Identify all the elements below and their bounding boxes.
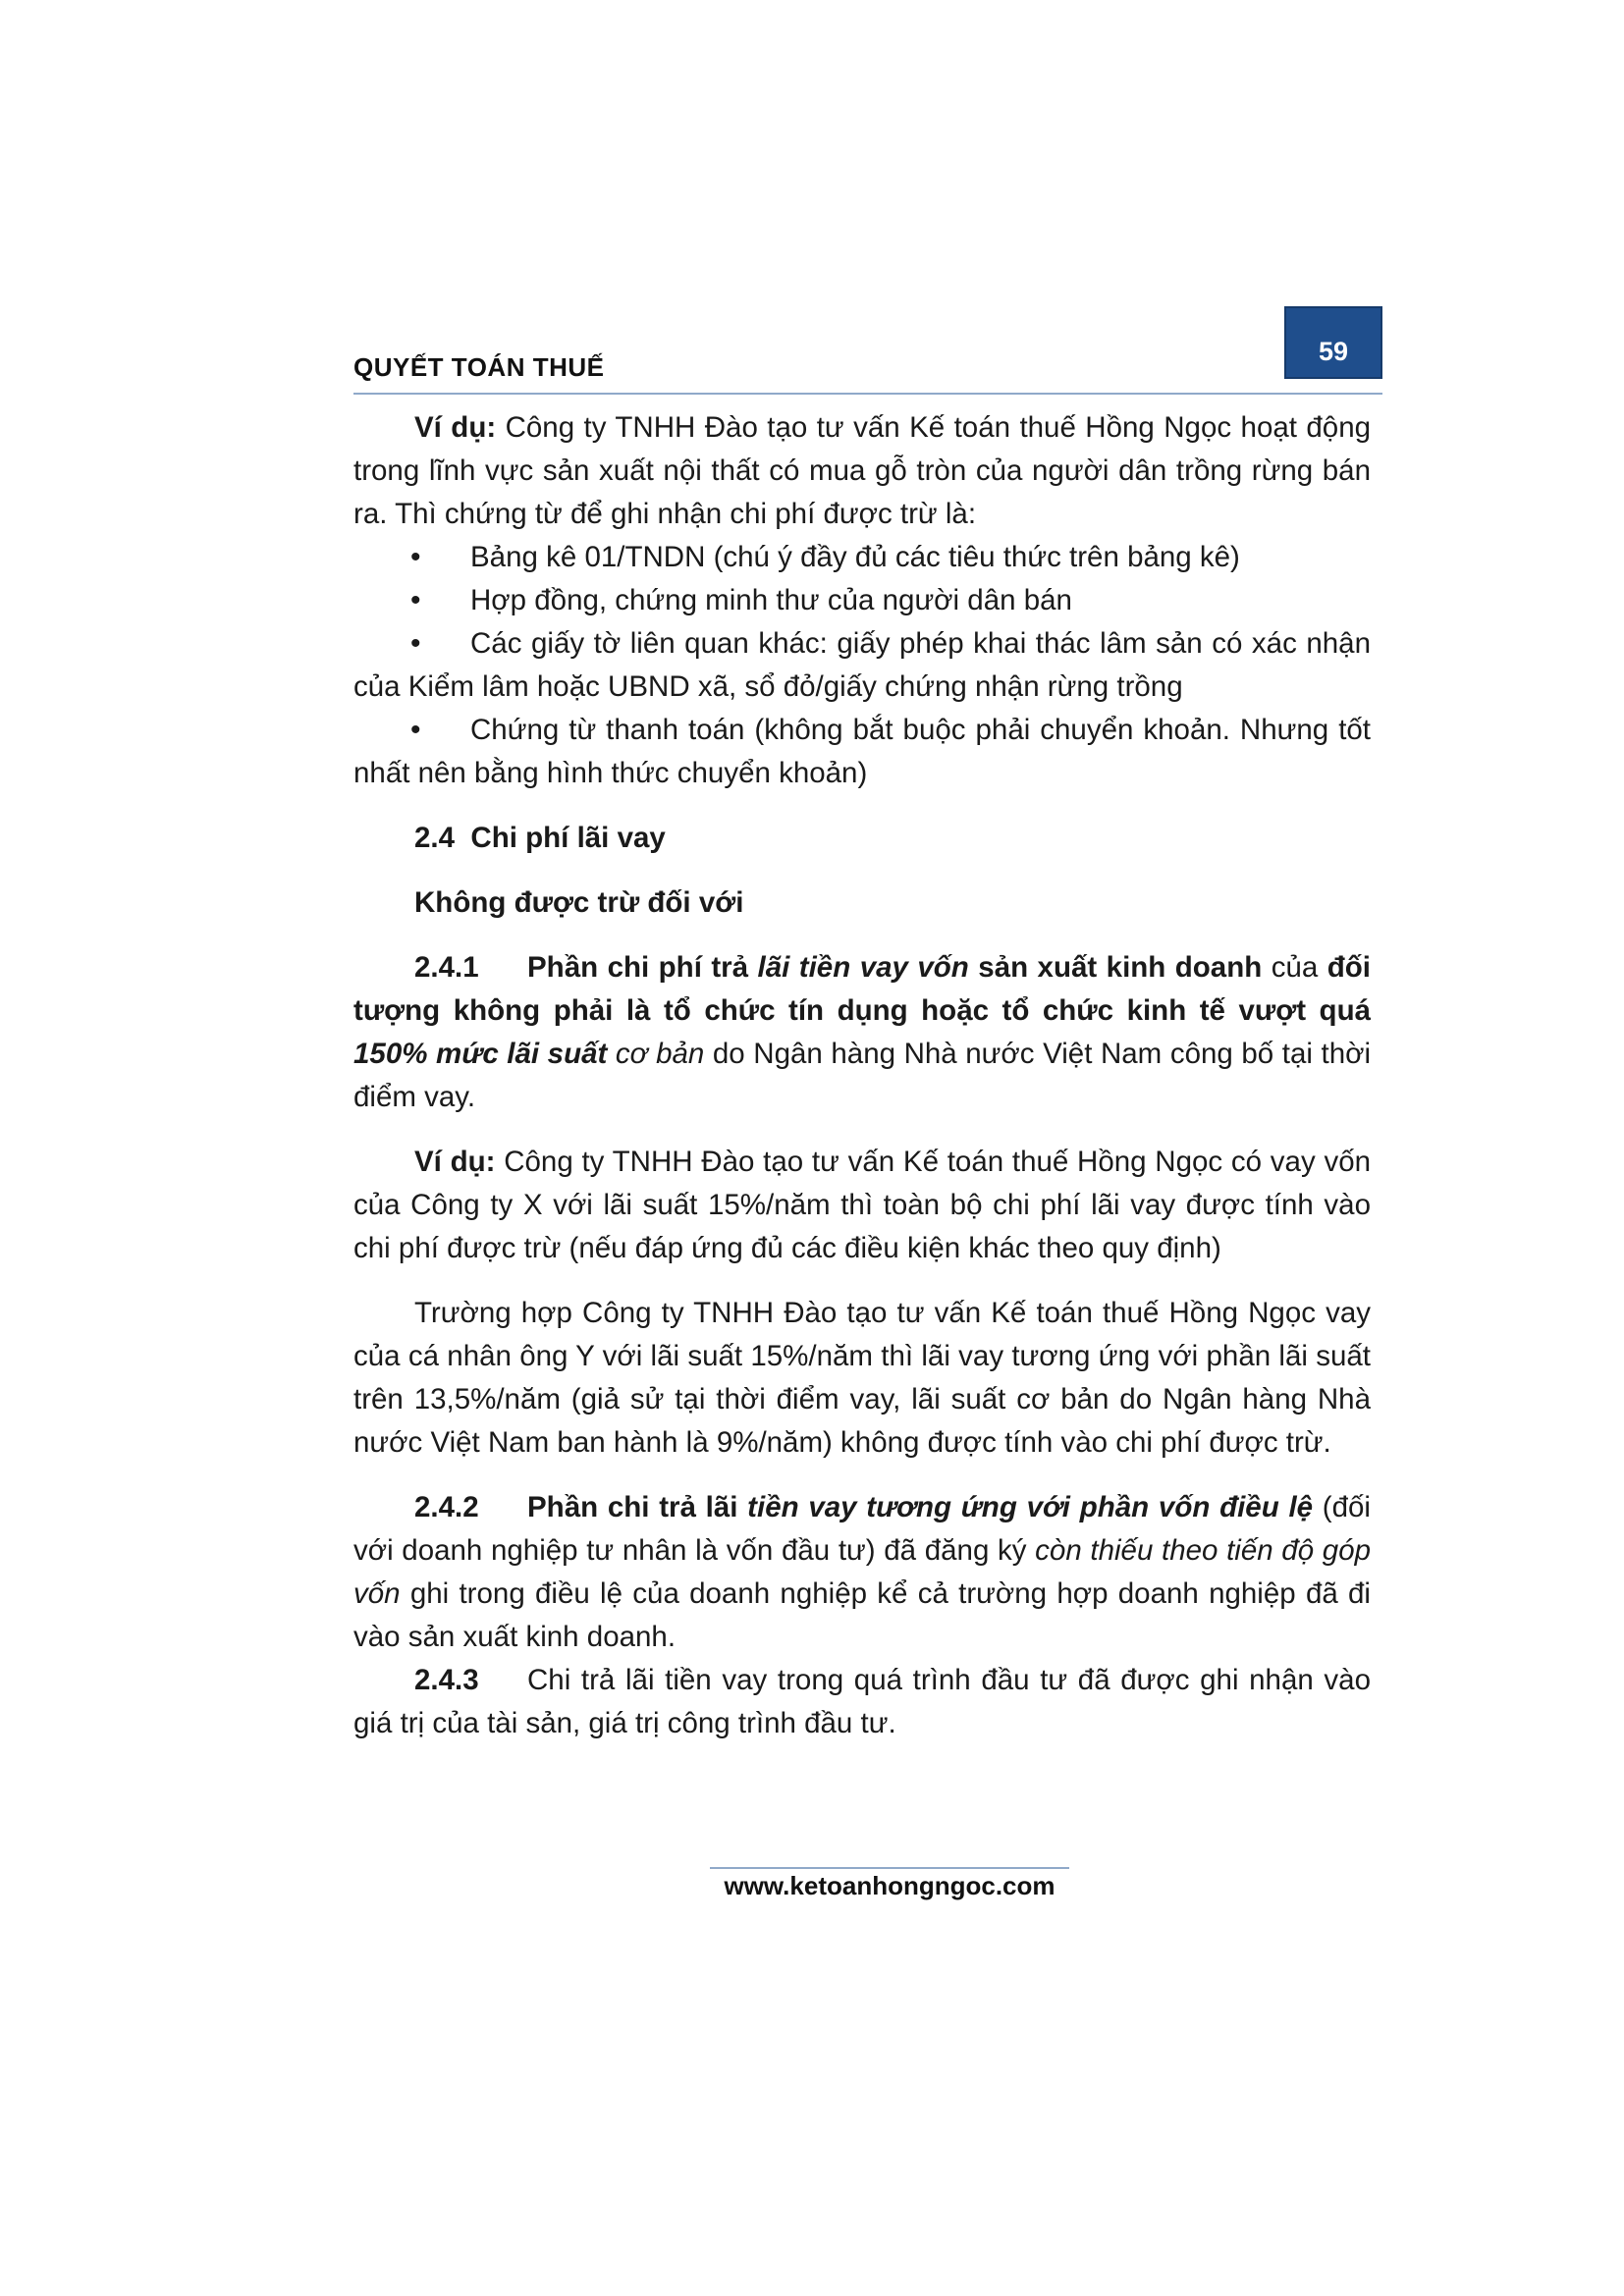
item-number: 2.4.2	[414, 1491, 479, 1523]
example-paragraph-2	[353, 1141, 1371, 1270]
page-header	[353, 306, 1382, 395]
item-2-4-2: 2.4.2 Phần chi trả lãi tiền vay tương ứng với phần vốn điều lệ (đối với doanh nghiệp tư nhân là vốn đầu tư) đã đăng ký còn thiếu theo tiến độ góp vốn ghi trong điều lệ của doanh nghiệp kể cả trường hợp doanh nghiệp đã đi vào sản xuất kinh doanh.	[353, 1486, 1371, 1659]
section-number: 2.4	[414, 822, 456, 854]
example-text: Công ty TNHH Đào tạo tư vấn Kế toán thuế Hồng Ngọc có vay vốn của Công ty X với lãi suất 15%/năm thì toàn bộ chi phí lãi vay được tính vào chi phí được trừ (nếu đáp ứng đủ các điều kiện khác theo quy định)	[353, 1146, 1372, 1264]
list-item: • Bảng kê 01/TNDN (chú ý đầy đủ các tiêu thức trên bảng kê)	[353, 536, 1371, 579]
voucher-list	[353, 536, 1371, 795]
list-item: • Hợp đồng, chứng minh thư của người dân bán	[353, 579, 1371, 622]
item-number: 2.4.1	[414, 951, 479, 984]
example-paragraph-1	[353, 406, 1371, 536]
example-text: Công ty TNHH Đào tạo tư vấn Kế toán thuế Hồng Ngọc hoạt động trong lĩnh vực sản xuất nội thất có mua gỗ tròn của người dân trồng rừng bán ra. Thì chứng từ để ghi nhận chi phí được trừ là:	[353, 411, 1372, 530]
section-title: Chi phí lãi vay	[470, 822, 666, 854]
list-item: • Chứng từ thanh toán (không bắt buộc phải chuyển khoản. Nhưng tốt nhất nên bằng hình thức chuyển khoản)	[353, 709, 1371, 795]
header-title: QUYẾT TOÁN THUẾ	[353, 352, 605, 382]
item-2-4-3: 2.4.3 Chi trả lãi tiền vay trong quá trình đầu tư đã được ghi nhận vào giá trị của tài sản, giá trị công trình đầu tư.	[353, 1659, 1371, 1745]
subheading-not-deductible: Không được trừ đối với	[414, 886, 744, 919]
item-number: 2.4.3	[414, 1664, 479, 1696]
item-2-4-1: 2.4.1 Phần chi phí trả lãi tiền vay vốn sản xuất kinh doanh của đối tượng không phải là tổ chức tín dụng hoặc tổ chức kinh tế vượt quá 150% mức lãi suất cơ bản do Ngân hàng Nhà nước Việt Nam công bố tại thời điểm vay.	[353, 946, 1371, 1119]
example-label: Ví dụ:	[414, 411, 497, 444]
page-content	[353, 406, 1371, 1745]
section-heading-2-4	[353, 817, 1371, 860]
example-label: Ví dụ:	[414, 1146, 496, 1178]
footer-divider	[710, 1867, 1069, 1869]
page-number-badge: 59	[1284, 306, 1382, 379]
list-item: • Các giấy tờ liên quan khác: giấy phép khai thác lâm sản có xác nhận của Kiểm lâm hoặc UBND xã, sổ đỏ/giấy chứng nhận rừng trồng	[353, 622, 1371, 709]
case-paragraph: Trường hợp Công ty TNHH Đào tạo tư vấn Kế toán thuế Hồng Ngọc vay của cá nhân ông Y với lãi suất 15%/năm thì lãi vay tương ứng với phần lãi suất trên 13,5%/năm (giả sử tại thời điểm vay, lãi suất cơ bản do Ngân hàng Nhà nước Việt Nam ban hành là 9%/năm) không được tính vào chi phí được trừ.	[353, 1297, 1371, 1459]
footer-website: www.ketoanhongngoc.com	[724, 1871, 1056, 1900]
